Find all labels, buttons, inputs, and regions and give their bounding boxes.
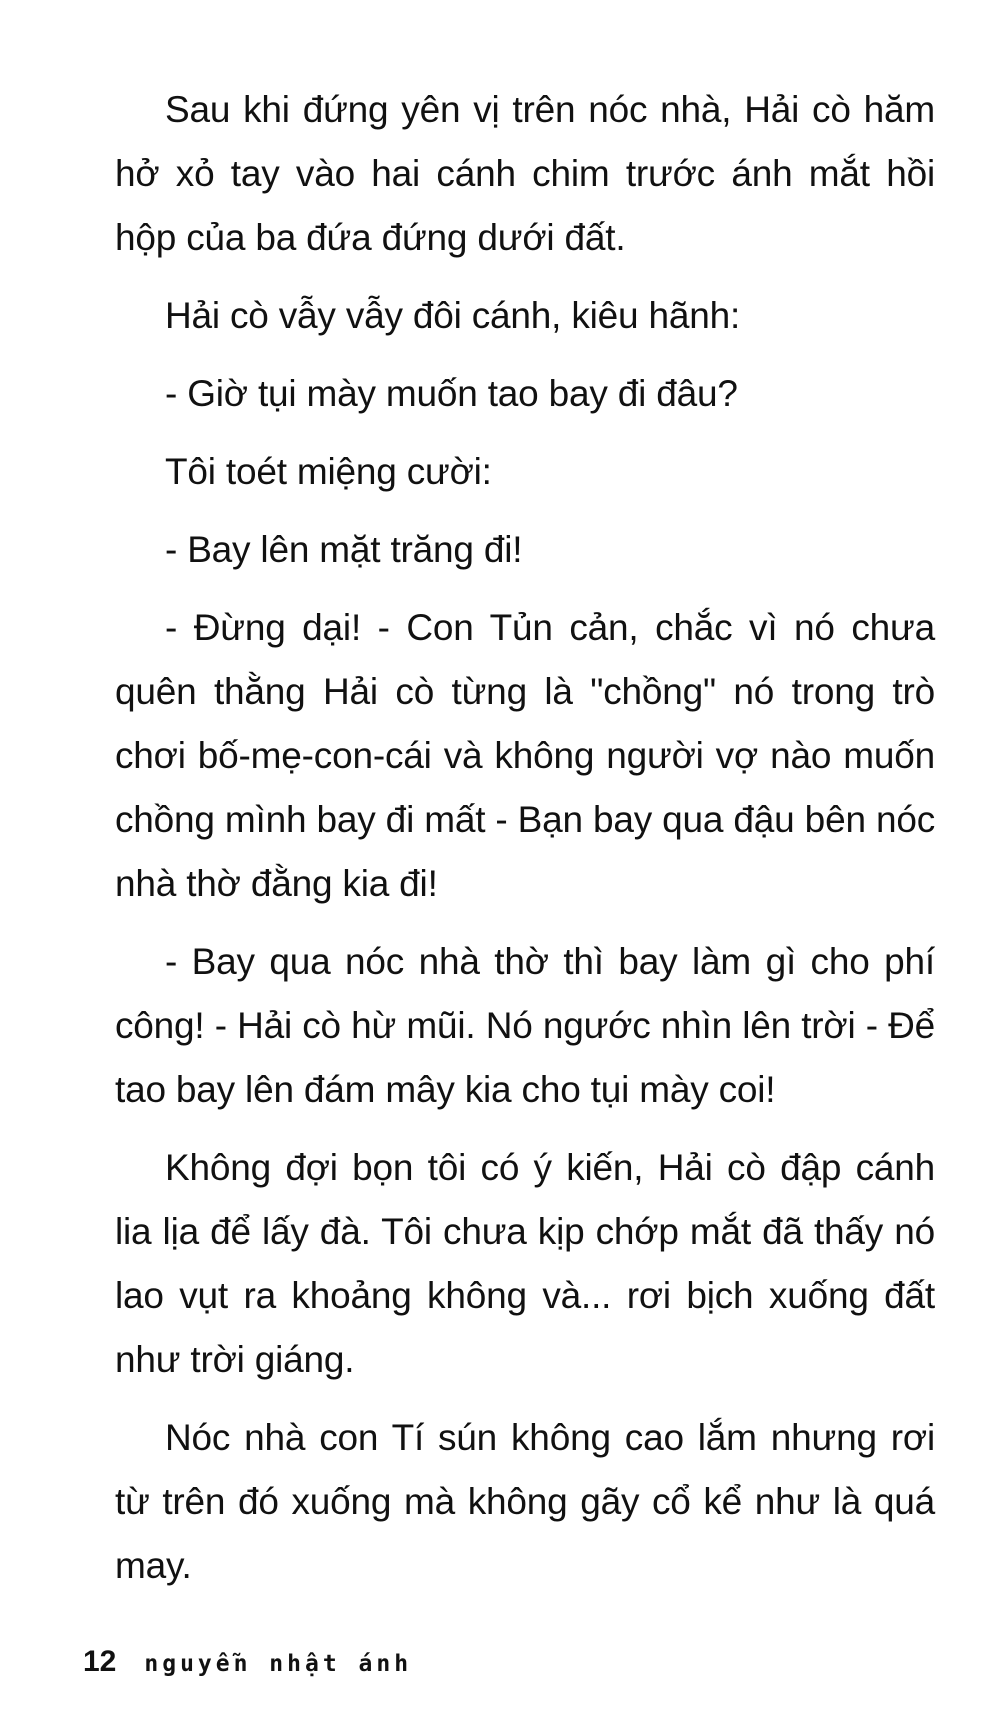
paragraph-6: - Đừng dại! - Con Tủn cản, chắc vì nó chưa quên thằng Hải cò từng là "chồng" nó trong trò chơi bố-mẹ-con-cái và không người vợ nào muốn chồng mình bay đi mất - Bạn bay qua đậu bên nóc nhà thờ đằng kia đi! xyxy=(115,607,935,904)
page-number: 12 xyxy=(83,1645,117,1678)
page-footer xyxy=(83,1645,412,1685)
paragraph-4: Tôi toét miệng cười: xyxy=(165,451,492,492)
paragraph-3: - Giờ tụi mày muốn tao bay đi đâu? xyxy=(165,373,738,414)
body-text xyxy=(115,78,935,1612)
paragraph-8: Không đợi bọn tôi có ý kiến, Hải cò đập cánh lia lịa để lấy đà. Tôi chưa kịp chớp mắt đã thấy nó lao vụt ra khoảng không và... rơi bịch xuống đất như trời giáng. xyxy=(115,1147,935,1380)
paragraph-9: Nóc nhà con Tí sún không cao lắm nhưng rơi từ trên đó xuống mà không gãy cổ kể như là quá may. xyxy=(115,1417,935,1586)
paragraph-7: - Bay qua nóc nhà thờ thì bay làm gì cho phí công! - Hải cò hừ mũi. Nó ngước nhìn lên trời - Để tao bay lên đám mây kia cho tụi mày coi! xyxy=(115,941,935,1110)
paragraph-5: - Bay lên mặt trăng đi! xyxy=(165,529,523,570)
paragraph-1: Sau khi đứng yên vị trên nóc nhà, Hải cò hăm hở xỏ tay vào hai cánh chim trước ánh mắt hồi hộp của ba đứa đứng dưới đất. xyxy=(115,89,935,258)
running-author: nguyễn nhật ánh xyxy=(144,1651,413,1677)
paragraph-2: Hải cò vẫy vẫy đôi cánh, kiêu hãnh: xyxy=(165,295,741,336)
